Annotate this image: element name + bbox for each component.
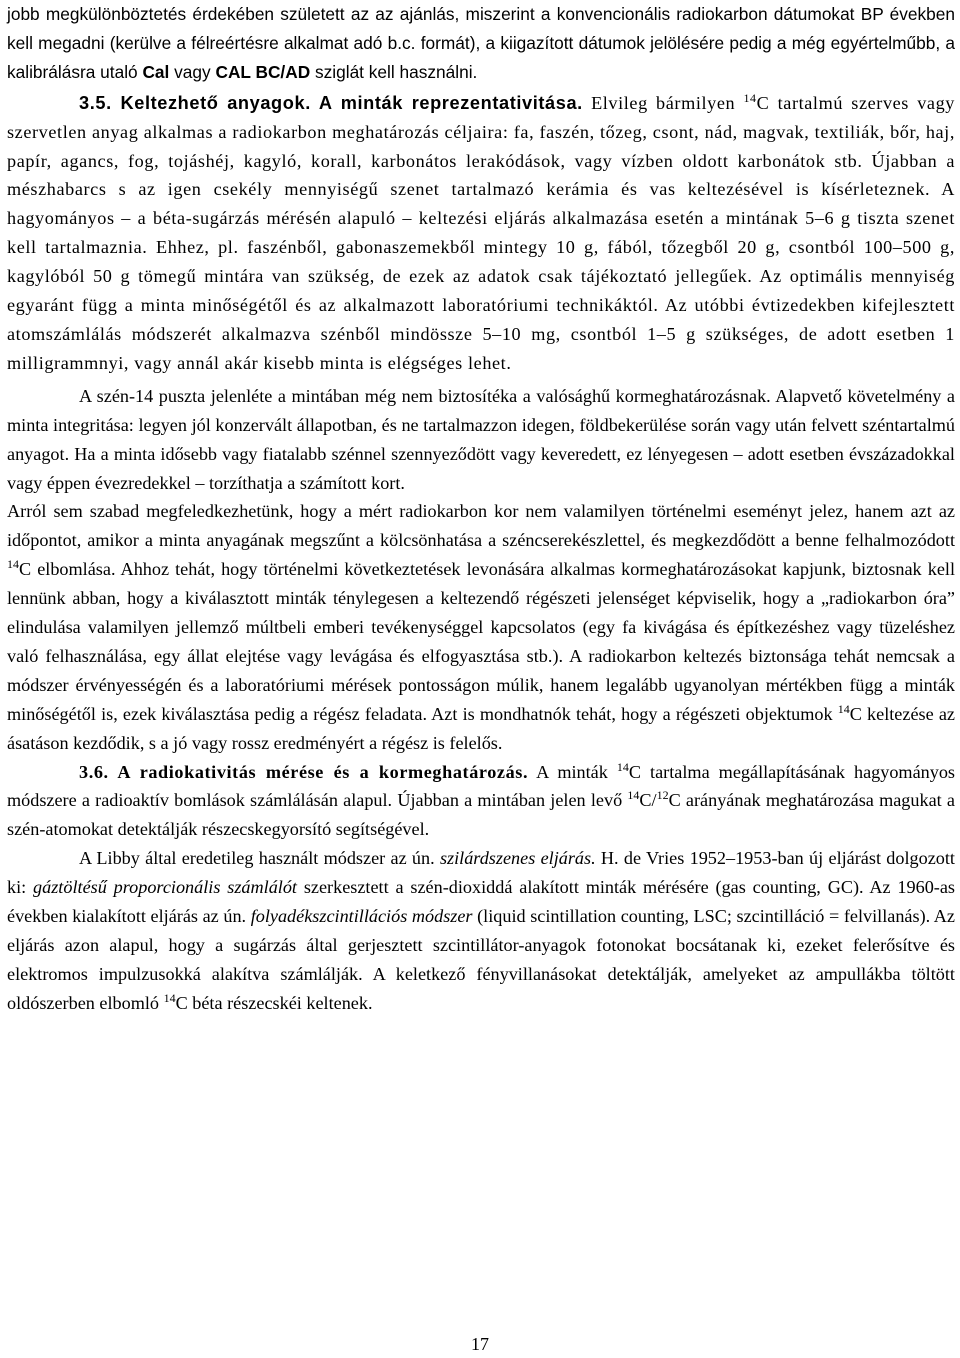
text: H. de Vries 1952–1953-ban új eljárást dolgozott ki: — [7, 848, 955, 898]
text: C tartalma megállapításának hagyományos módszere a radioaktív bomlások számlálásán alapul. Újabban a mintában jelen levő — [7, 761, 955, 811]
cal-siglum: Cal — [142, 61, 170, 82]
section-heading-3-6: 3.6. A radiokativitás mérése és a kormeghatározás. — [79, 761, 529, 782]
text: sziglát kell használni. — [310, 61, 478, 82]
text: vagy — [169, 61, 216, 82]
text: (liquid scintillation counting, LSC; szcintilláció = felvillanás). Az eljárás azon alapul, hogy a sugárzás által gerjesztett szcintillátor-anyagok fotonokat bocsátanak ki, ezeket felerősítve és elektromos impulzusokká alakítva számlálják. A keletkező fényvillanásokat detektálják, amelyeket az ampullákba töltött oldószerben elbomló — [7, 906, 955, 1013]
superscript-14: 14 — [7, 557, 19, 572]
superscript-14: 14 — [163, 990, 176, 1005]
superscript-14: 14 — [616, 759, 629, 774]
paragraph-datable-materials — [7, 89, 955, 378]
paragraph-sample-integrity: A szén-14 puszta jelenléte a mintában még nem biztosítéka a valósághű kormeghatározásnak. Alapvető követelmény a minta integritása: legyen jól konzervált állapotban, és ne tartalmazzon idegen, földbekerülése során vagy után felvett széntartalmú anyagot. Ha a minta idősebb vagy fiatalabb szénnel szennyeződött vagy keveredett, ez lényegesen – adott esetben évszázadokkal vagy éppen évezredekkel – torzíthatja a számított kort. — [7, 385, 955, 493]
superscript-14: 14 — [837, 701, 850, 716]
text: A minták — [528, 761, 617, 782]
paragraph-measurement-methods — [7, 844, 955, 1017]
superscript-14: 14 — [627, 788, 640, 803]
text: Elvileg bármilyen — [582, 92, 744, 113]
text: C elbomlása. Ahhoz tehát, hogy történelmi következtetések levonására alkalmas kormeghatározásokat kapjunk, biztosnak kell lennünk abban, hogy a kiválasztott minták ténylegesen a keltezendő régészeti jelenséget képviselik, hogy a „radiokarbon óra” elindulása valamilyen jellemző múltbeli emberi tevékenységgel kapcsolatos (egy fa kivágása és építkezéshez vagy tüzeléshez való felhasználása, egy állat elejtése vagy levágása és elfogyasztása stb.). A radiokarbon keltezés biztonsága tehát nemcsak a módszer érvényességén és a laboratóriumi mérések pontosságon múlik, hanem legalább ugyanolyan mértékben függ a minták minőségétől is, ezek kiválasztása pedig a régész feladata. Azt is mondhatnók tehát, hogy a régészeti objektumok — [7, 559, 955, 724]
text: C tartalmú szerves vagy szervetlen anyag alkalmas a radiokarbon meghatározás céljaira: fa, faszén, tőzeg, csont, nád, magvak, textiliák, bőr, haj, papír, agancs, fog, tojáshéj, kagyló, korall, karbonátos lerakódások, vagy vízben oldott karbonátok stb. Újabban a mészhabarcs s az igen csekély mennyiségű szenet tartalmazó kerámia és vas keltezésével is kísérleteznek. A hagyományos – a béta-sugárzás mérésén alapuló – keltezési eljárás alkalmazása esetén a mintának 5–6 g tiszta szenet kell tartalmaznia. Ehhez, pl. faszénből, gabonaszemekből mintegy 10 g, fából, tőzegből 20 g, csontból 100–500 g, kagylóból 50 g tömegű mintára van szükség, de ezek az adatok csak tájékoztató jellegűek. Az optimális mennyiség egyaránt függ a minta minőségétől és az alkalmazott laboratóriumi technikáktól. Az utóbbi évtizedekben kifejlesztett atomszámlálás módszerét alkalmazva szénből mindössze 5–10 mg, csontból 1–5 g szükséges, de adott esetben 1 milligrammnyi, vagy annál akár kisebb minta is elégséges lehet. — [7, 92, 955, 373]
term-gas-counter: gáztöltésű proporcionális számlálót — [33, 877, 297, 898]
text: C keltezése az ásatáson kezdődik, s a jó vagy rossz eredményért a régész is felelős. — [7, 703, 955, 753]
term-solid-carbon: szilárdszenes eljárás. — [439, 848, 596, 869]
calbc-siglum: CAL BC/AD — [215, 61, 311, 82]
text: jobb megkülönböztetés érdekében született az az ajánlás, miszerint a konvencionális radiokarbon dátumokat BP években kell megadni (kerülve a félreértésre alkalmat adó b.c. formát), a kiigazított dátumok jelölésére pedig a még egyértelműbb, a kalibrálásra utaló — [7, 4, 955, 82]
text: A Libby által eredetileg használt módszer az ún. — [79, 848, 440, 869]
paragraph-radioactivity-measurement — [7, 758, 955, 845]
paragraph-radiocarbon-age-meaning — [7, 497, 955, 757]
text: szerkesztett a szén-dioxiddá alakított minták mérésére (gas counting, GC). Az 1960-as években kialakított eljárás az ún. — [7, 877, 956, 927]
superscript-12: 12 — [656, 788, 669, 803]
paragraph-dating-notation — [7, 0, 955, 87]
text: C béta részecskéi keltenek. — [175, 992, 373, 1013]
superscript-14: 14 — [743, 90, 757, 105]
document-page — [7, 0, 955, 1018]
term-liquid-scintillation: folyadékszcintillációs módszer — [250, 906, 473, 927]
text: C/ — [639, 790, 657, 811]
page-number: 17 — [471, 1334, 489, 1354]
text: C arányának meghatározása magukat a szén-atomokat detektálják részecskegyorsító segítségével. — [7, 790, 955, 840]
text: Arról sem szabad megfeledkezhetünk, hogy a mért radiokarbon kor nem valamilyen történelmi eseményt jelez, hanem azt az időpontot, amikor a minta anyagának megszűnt a kölcsönhatása a széncserekészlettel, és megkezdődött a benne felhalmozódott — [7, 501, 955, 551]
section-heading-3-5: 3.5. Keltezhető anyagok. A minták reprezentativitása. — [79, 92, 583, 113]
